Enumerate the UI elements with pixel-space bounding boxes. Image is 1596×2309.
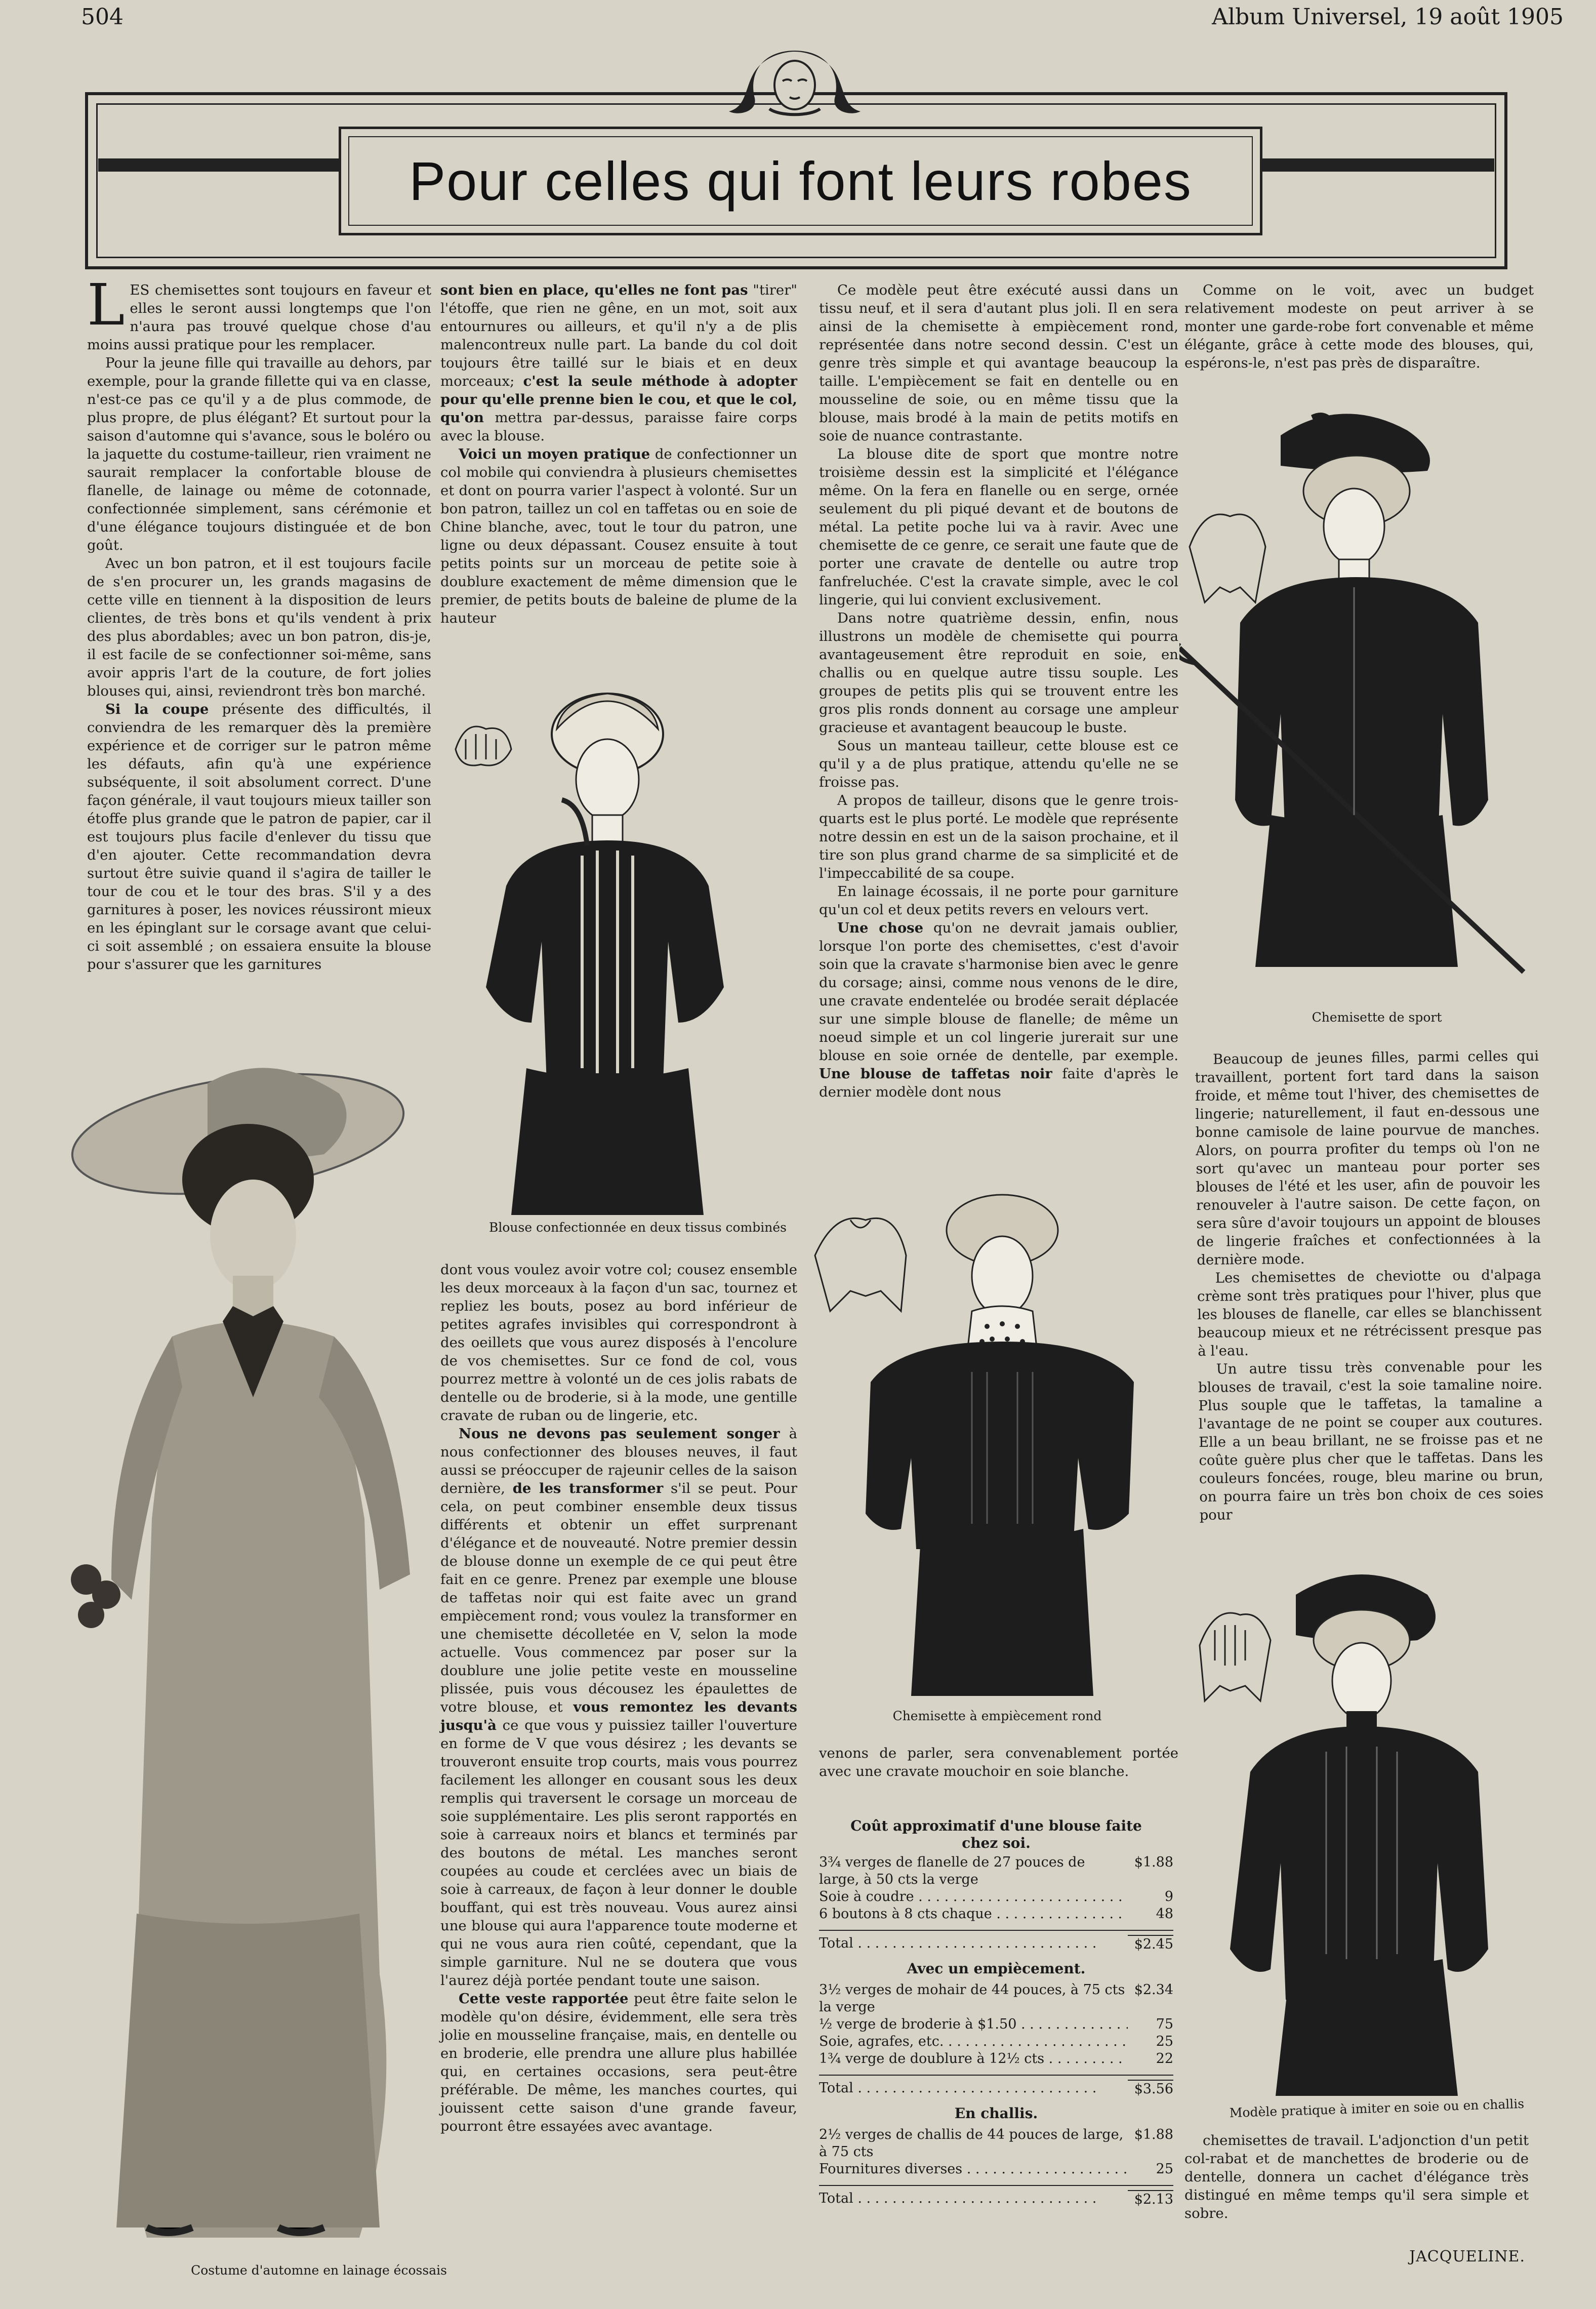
cost-item: 3¾ verges de flanelle de 27 pouces de large, à 50 cts la verge <box>819 1854 1085 1887</box>
article-column-4-bottom <box>1184 2131 1529 2222</box>
cost-row <box>819 2016 1173 2033</box>
cost-row <box>819 1906 1173 1923</box>
paragraph: faite d'après le dernier modèle dont nous <box>819 1066 1178 1100</box>
cost-price: 48 <box>1156 1906 1173 1922</box>
cost-row <box>819 2161 1173 2178</box>
cost-total-row <box>819 2185 1173 2208</box>
cost-item: 3½ verges de mohair de 44 pouces, à 75 cts la verge <box>819 1982 1125 2015</box>
blouse-two-fabrics-illustration <box>445 673 754 1220</box>
paragraph: présente des difficultés, il conviendra de les remarquer dès la première expérience et de corriger sur le patron même les défauts, afin qu'à une expérience subséquente, il soit absolument correct. D'une façon générale, il vaut toujours mieux tailler son étoffe plus grande que le patron de papier, car il est toujours plus facile d'enlever du tissu que d'en ajouter. Cette recommandation devra surtout être suivie quand il s'agira de tailler le tour de cou et le tour des bras. S'il y a des garnitures à poser, les novices réussiront mieux en les épinglant sur le corsage avant que celui-ci soit assemblé ; on essaiera ensuite la blouse pour s'assurer que les garnitures <box>87 701 431 973</box>
cost-price: $1.88 <box>1134 2127 1173 2142</box>
paragraph: Sous un manteau tailleur, cette blouse est ce qu'il y a de plus pratique, attendu qu'elle ne se froisse pas. <box>819 738 1178 790</box>
bold-lead: Cette veste rapportée <box>459 1991 629 2007</box>
article-column-3-top <box>819 281 1178 1101</box>
cost-item: Soie, agrafes, etc. . . . <box>819 2033 1128 2050</box>
cost-item: Soie à coudre . . . <box>819 1888 1128 1906</box>
drop-cap: L <box>87 272 125 338</box>
paragraph: A propos de tailleur, disons que le genre trois-quarts est le plus porté. Le modèle que représente notre dessin en est un de la saison prochaine, et il tire son plus grand charme de sa simplicité et de l'impeccabilité de sa coupe. <box>819 792 1178 881</box>
cost-section-title: Avec un empiècement. <box>907 1960 1086 1977</box>
title-box <box>339 127 1262 235</box>
cost-row <box>819 2033 1173 2050</box>
bold-text: de les transformer <box>512 1480 664 1496</box>
cost-total-price: $2.45 <box>1128 1935 1173 1953</box>
paragraph: s'il se peut. Pour cela, on peut combiner ensemble deux tissus différents et obtenir un effet surprenant d'élégance et de nouveauté. Notre premier dessin de blouse donne un exemple de ce qui peut être fait en ce genre. Prenez par exemple une blouse de taffetas noir qui est faite avec un grand empiècement rond; vous voulez la transformer en une chemisette décolletée en V, selon la mode actuelle. Vous commencez par poser sur la doublure une jolie petite veste en mousseline plissée, puis vous décousez les épaulettes de votre blouse, et <box>440 1480 797 1715</box>
page-number: 504 <box>81 4 124 30</box>
cost-item: 1¾ verge de doublure à 12½ cts . . . <box>819 2050 1128 2068</box>
practical-model-illustration <box>1195 1559 1544 2101</box>
bold-text: vous remontez les devants jusqu'à <box>440 1699 797 1733</box>
cost-item: 2½ verges de challis de 44 pouces de large, à 75 cts <box>819 2127 1124 2160</box>
cost-table <box>819 1817 1173 2208</box>
paragraph: Dans notre quatrième dessin, enfin, nous illustrons un modèle de chemisette qui pourra avantageusement être reproduit en soie, en challis ou en quelque autre tissu souple. Les groupes de petits plis qui se trouvent entre les gros plis ronds donnent au corsage une ampleur gracieuse et avantagent beaucoup le buste. <box>819 610 1178 736</box>
cost-title-line2: chez soi. <box>962 1835 1031 1851</box>
autumn-costume-photo <box>56 1053 471 2253</box>
caption-chemisette-sport: Chemisette de sport <box>1312 1010 1442 1025</box>
paragraph: Un autre tissu très convenable pour les blouses de travail, c'est la soie tamaline noire. Plus souple que le taffetas, la tamaline a l'avantage de ne point se couper aux coutures. Elle a un beau brillant, ne se froisse pas et ne coûte guère plus cher que le taffetas. Dans les couleurs foncées, rouge, bleu marine ou brun, on pourra faire un très bon choix de ces soies pour <box>1198 1357 1544 1523</box>
paragraph: venons de parler, sera convenablement portée avec une cravate mouchoir en soie blanche. <box>819 1745 1178 1779</box>
bold-text: Une blouse de taffetas noir <box>819 1066 1052 1082</box>
round-yoke-chemisette-illustration <box>805 1190 1139 1721</box>
cost-price: 9 <box>1164 1889 1173 1905</box>
cost-row <box>819 2126 1173 2161</box>
paragraph: Pour la jeune fille qui travaille au dehors, par exemple, pour la grande fillette qui va en classe, n'est-ce pas ce qu'il y a de plus commode, de plus propre, de plus élégant? Et surtout pour la saison d'automne qui s'avance, sous le boléro ou la jaquette du costume-tailleur, rien vraiment ne saurait remplacer la confortable blouse de flanelle, de lainage ou même de cotonnade, confectionnée simplement, sans cérémonie et d'une élégance toujours distinguée et de bon goût. <box>87 355 431 553</box>
art-nouveau-face-ornament <box>719 40 871 121</box>
paragraph: chemisettes de travail. L'adjonction d'un petit col-rabat et de manchettes de broderie ou de dentelle, donnera un cachet d'élégance très distingué en même temps qu'il sera simple et sobre. <box>1184 2132 1529 2221</box>
paragraph: à nous confectionner des blouses neuves, il faut aussi se préoccuper de rajeunir celles de la saison dernière, <box>440 1426 798 1496</box>
sport-chemisette-illustration <box>1179 405 1534 1002</box>
paragraph: Avec un bon patron, et il est toujours facile de s'en procurer un, les grands magasins de cette ville en tiennent à la disposition de leurs clientes, de très bons et qu'ils vendent à prix des plus abordables; avec un bon patron, dis-je, il est facile de se confectionner soi-même, sans avoir appris l'art de la couture, de fort jolies blouses qui, ainsi, reviendront très bon marché. <box>87 555 431 699</box>
cost-row <box>819 1888 1173 1906</box>
bold-lead: Une chose <box>837 920 924 936</box>
cost-price: 75 <box>1156 2016 1173 2032</box>
caption-modele-pratique: Modèle pratique à imiter en soie ou en challis <box>1229 2096 1525 2121</box>
bold-lead: Voici un moyen pratique <box>459 446 650 462</box>
paragraph: Comme on le voit, avec un budget relativement modeste on peut arriver à se monter une garde-robe fort convenable et même élégante, grâce à cette mode des blouses, qui, espérons-le, n'est pas près de disparaître. <box>1184 282 1534 371</box>
cost-price: 25 <box>1156 2034 1173 2049</box>
paragraph: La blouse dite de sport que montre notre troisième dessin est la simplicité et l'élégance même. On la fera en flanelle ou en serge, ornée seulement du pli piqué devant et de boutons de métal. La petite poche lui va à ravir. Avec une chemisette de ce genre, ce serait une faute que de porter une cravate de dentelle ou autre trop fanfreluchée. C'est la cravate simple, avec le col lingerie, qui lui convient exclusivement. <box>819 446 1178 608</box>
bold-lead: sont bien en place, qu'elles ne font pas <box>440 282 748 298</box>
cost-total-price: $2.13 <box>1128 2190 1173 2208</box>
page-title: Pour celles qui font leurs robes <box>409 150 1192 212</box>
author-signature: JACQUELINE. <box>1409 2248 1525 2265</box>
cost-item: 6 boutons à 8 cts chaque . . . <box>819 1906 1128 1923</box>
article-column-4-middle <box>1195 1047 1544 1524</box>
caption-chemisette-rond: Chemisette à empiècement rond <box>892 1709 1102 1723</box>
caption-costume: Costume d'automne en lainage écossais <box>191 2263 447 2278</box>
cost-item: Fournitures diverses . . . <box>819 2161 1128 2178</box>
paragraph: Ce modèle peut être exécuté aussi dans un tissu neuf, et il sera d'autant plus joli. Il en sera ainsi de la chemisette à empiècement rond, représentée dans notre second dessin. C'est un genre très simple et qui avantage beaucoup la taille. L'empiècement se fait en dentelle ou en mousseline de soie, ou en même tissu que la blouse, mais brodé à la main de petits motifs en soie de nuance contrastante. <box>819 282 1178 444</box>
paragraph: ES chemisettes sont toujours en faveur et elles le seront aussi longtemps que l'on n'aura pas trouvé quelque chose d'au moins aussi pratique pour les remplacer. <box>87 282 431 353</box>
cost-price: 25 <box>1156 2161 1173 2177</box>
caption-blouse-combined: Blouse confectionnée en deux tissus combinés <box>489 1220 787 1235</box>
banner-bar-right <box>1251 158 1494 172</box>
cost-total-label: Total . . . <box>819 1935 1128 1953</box>
cost-total-label: Total . . . <box>819 2190 1128 2208</box>
cost-price: 22 <box>1156 2051 1173 2067</box>
paragraph: de confectionner un col mobile qui conviendra à plusieurs chemisettes et dont on pourra varier l'aspect à volonté. Sur un bon patron, taillez un col en taffetas ou en soie de Chine blanche, avec, tout le tour du patron, une ligne ou deux dépassant. Cousez ensuite à tout petits points sur un morceau de petite soie à doublure exactement de même dimension que le premier, de petits bouts de baleine de plume de la hauteur <box>440 446 797 626</box>
paragraph: "tirer" l'étoffe, que rien ne gêne, en un mot, soit aux entournures ou ailleurs, et qu'il n'y a de plis malencontreux nulle part. La bande du col doit toujours être taillé sur le biais et en deux morceaux; <box>440 282 798 389</box>
cost-total-row <box>819 2075 1173 2098</box>
cost-row <box>819 1854 1173 1888</box>
cost-row <box>819 2050 1173 2068</box>
bold-lead: Nous ne devons pas seulement songer <box>459 1426 780 1442</box>
paragraph: Beaucoup de jeunes filles, parmi celles qui travaillent, portent fort tard dans la saison froide, et même tout l'hiver, des chemisettes de lingerie; naturellement, il faut en-dessous une bonne camisole de laine pourvue de manches. Alors, on pourra profiter du temps où l'on ne sort qu'avec un manteau pour porter ses blouses de l'été et les user, afin de pouvoir les renouveler à l'autre saison. De cette façon, on sera sûre d'avoir toujours un appoint de blouses de lingerie fraîches et confectionnées à la dernière mode. <box>1195 1047 1541 1268</box>
paragraph: dont vous voulez avoir votre col; cousez ensemble les deux morceaux à la façon d'un sac, tournez et repliez les bouts, posez au bord inférieur de petites agrafes invisibles qui correspondront à des oeillets que vous aurez disposés à l'encolure de vos chemisettes. Sur ce fond de col, vous pourrez mettre à volonté un de ces jolis rabats de dentelle ou de broderie, si à la mode, une gentille cravate de ruban ou de lingerie, etc. <box>440 1262 797 1424</box>
cost-price: $2.34 <box>1134 1982 1173 1998</box>
paragraph: ce que vous y puissiez tailler l'ouverture en forme de V que vous désirez ; les devants se trouveront ensuite trop courts, mais vous pourrez facilement les allonger en cousant sous les deux remplis qui traversent le corsage un morceau de soie supplémentaire. Les plis seront rapportés en soie à carreaux noirs et blancs et terminés par des boutons de métal. Les manches seront coupées au coude et cerclées avec un biais de soie à carreaux, de façon à leur donner le double bouffant, qui est très nouveau. Vous aurez ainsi une blouse qui aura l'apparence toute moderne et qui ne vous aura rien coûté, cependant, que la simple garniture. Nul ne se doutera que vous l'aurez déjà portée pendant toute une saison. <box>440 1717 797 1989</box>
article-column-2-bottom <box>440 1261 797 2135</box>
paragraph: Les chemisettes de cheviotte ou d'alpaga crème sont très pratiques pour l'hiver, plus que les blouses de flanelle, car elles se blanchissent beaucoup mieux et ne rétrécissent presque pas à l'eau. <box>1197 1266 1542 1359</box>
cost-title: Coût approximatif d'une blouse faite <box>850 1817 1142 1834</box>
cost-total-price: $3.56 <box>1128 2080 1173 2098</box>
article-column-2-top <box>440 281 797 627</box>
cost-total-row <box>819 1930 1173 1953</box>
article-column-3-bottom <box>819 1744 1178 1780</box>
article-column-4-top <box>1184 281 1534 372</box>
paragraph: peut être faite selon le modèle qu'on désire, évidemment, elle sera très jolie en mousseline française, mais, en dentelle ou en broderie, elle prendra une allure plus habillée qui, en certaines occasions, sera peut-être préférable. De même, les manches courtes, qui jouissent cette saison d'une grande faveur, pourront être essayées avec avantage. <box>440 1991 797 2134</box>
cost-row <box>819 1981 1173 2016</box>
cost-item: ½ verge de broderie à $1.50 . . . <box>819 2016 1128 2033</box>
paragraph: mettra par-dessus, paraisse faire corps avec la blouse. <box>440 410 797 444</box>
paragraph: En lainage écossais, il ne porte pour garniture qu'un col et deux petits revers en velours vert. <box>819 883 1178 918</box>
cost-section-title: En challis. <box>954 2105 1038 2122</box>
cost-total-label: Total . . . <box>819 2080 1128 2098</box>
cost-price: $1.88 <box>1134 1854 1173 1870</box>
journal-dateline: Album Universel, 19 août 1905 <box>1212 4 1564 30</box>
bold-text: c'est la seule méthode à adopter pour qu'elle prenne bien le cou, et que le col, qu'on <box>440 373 797 426</box>
paragraph: qu'on ne devrait jamais oublier, lorsque l'on porte des chemisettes, c'est d'avoir soin que la cravate s'harmonise bien avec le genre du corsage; ainsi, comme nous venons de le dire, une cravate endentelée ou brodée serait déplacée sur une simple blouse de flanelle; de même un noeud simple et un col lingerie jurerait sur une blouse en soie ornée de dentelle, par exemple. <box>819 920 1178 1064</box>
article-column-1 <box>87 272 431 974</box>
bold-lead: Si la coupe <box>105 701 209 717</box>
